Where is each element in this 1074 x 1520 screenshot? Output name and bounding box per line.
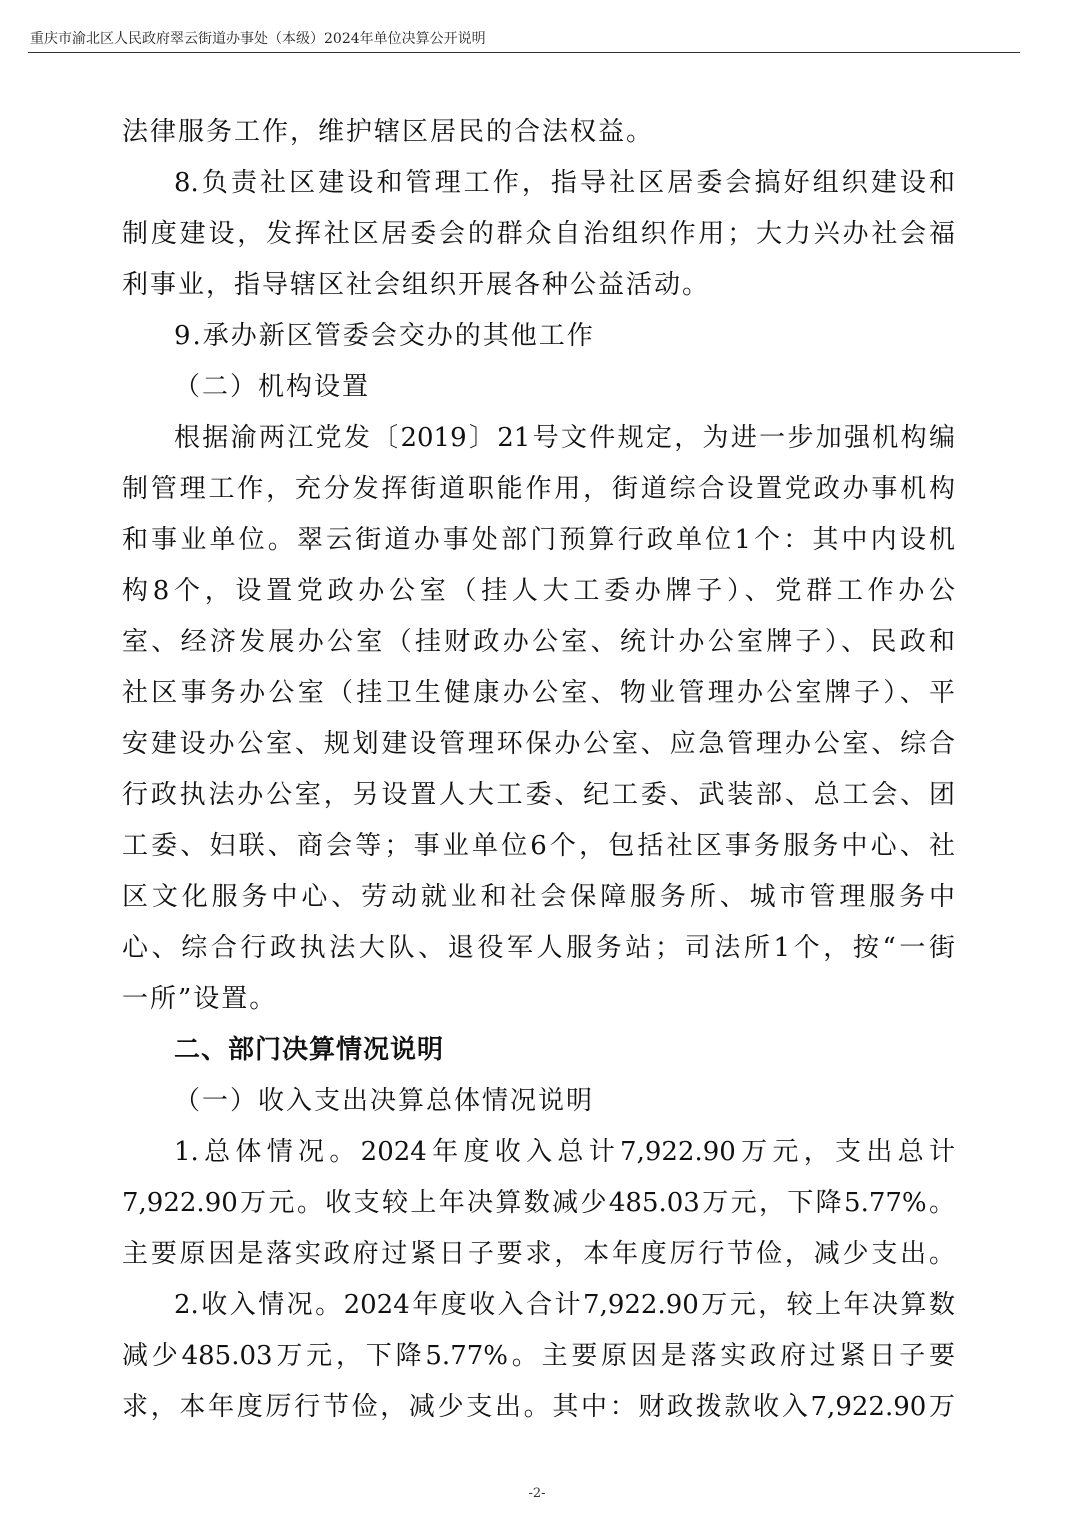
section-heading: （二）机构设置 [174,372,371,402]
header-divider [28,52,1020,53]
body-line: 主要原因是落实政府过紧日子要求，本年度厉行节俭，减少支出。 [122,1239,955,1269]
document-header-title: 重庆市渝北区人民政府翠云街道办事处（本级）2024年单位决算公开说明 [30,31,486,47]
body-line: 安建设办公室、规划建设管理环保办公室、应急管理办公室、综合 [122,729,955,759]
body-line: 减少485.03万元，下降5.77%。主要原因是落实政府过紧日子要 [122,1341,955,1371]
body-line: 心、综合行政执法大队、退役军人服务站；司法所1个，按“一街 [122,933,955,963]
body-line: 制管理工作，充分发挥街道职能作用，街道综合设置党政办事机构 [122,474,955,504]
body-line: 8.负责社区建设和管理工作，指导社区居委会搞好组织建设和 [174,168,955,198]
body-line: 制度建设，发挥社区居委会的群众自治组织作用；大力兴办社会福 [122,219,955,249]
body-line: 构8个，设置党政办公室（挂人大工委办牌子）、党群工作办公 [122,576,955,606]
chapter-heading: 二、部门决算情况说明 [174,1035,445,1065]
body-line: 利事业，指导辖区社会组织开展各种公益活动。 [122,270,711,300]
body-line: 求，本年度厉行节俭，减少支出。其中：财政拨款收入7,922.90万 [122,1392,955,1422]
page-number: -2- [528,1486,546,1501]
body-line: 7,922.90万元。收支较上年决算数减少485.03万元，下降5.77%。 [122,1188,955,1218]
body-line: 根据渝两江党发〔2019〕21号文件规定，为进一步加强机构编 [174,423,955,453]
body-line: 2.收入情况。2024年度收入合计7,922.90万元，较上年决算数 [174,1290,955,1320]
body-line: 法律服务工作，维护辖区居民的合法权益。 [122,117,655,147]
body-line: 和事业单位。翠云街道办事处部门预算行政单位1个：其中内设机 [122,525,955,555]
section-heading: （一）收入支出决算总体情况说明 [174,1086,595,1116]
body-line: 室、经济发展办公室（挂财政办公室、统计办公室牌子）、民政和 [122,627,955,657]
body-line: 区文化服务中心、劳动就业和社会保障服务所、城市管理服务中 [122,882,955,912]
body-line: 1.总体情况。2024年度收入总计7,922.90万元，支出总计 [174,1137,955,1167]
body-line: 社区事务办公室（挂卫生健康办公室、物业管理办公室牌子）、平 [122,678,955,708]
body-line: 行政执法办公室，另设置人大工委、纪工委、武装部、总工会、团 [122,780,955,810]
body-line: 9.承办新区管委会交办的其他工作 [174,321,595,351]
body-line: 一所”设置。 [122,984,278,1014]
body-line: 工委、妇联、商会等；事业单位6个，包括社区事务服务中心、社 [122,831,955,861]
